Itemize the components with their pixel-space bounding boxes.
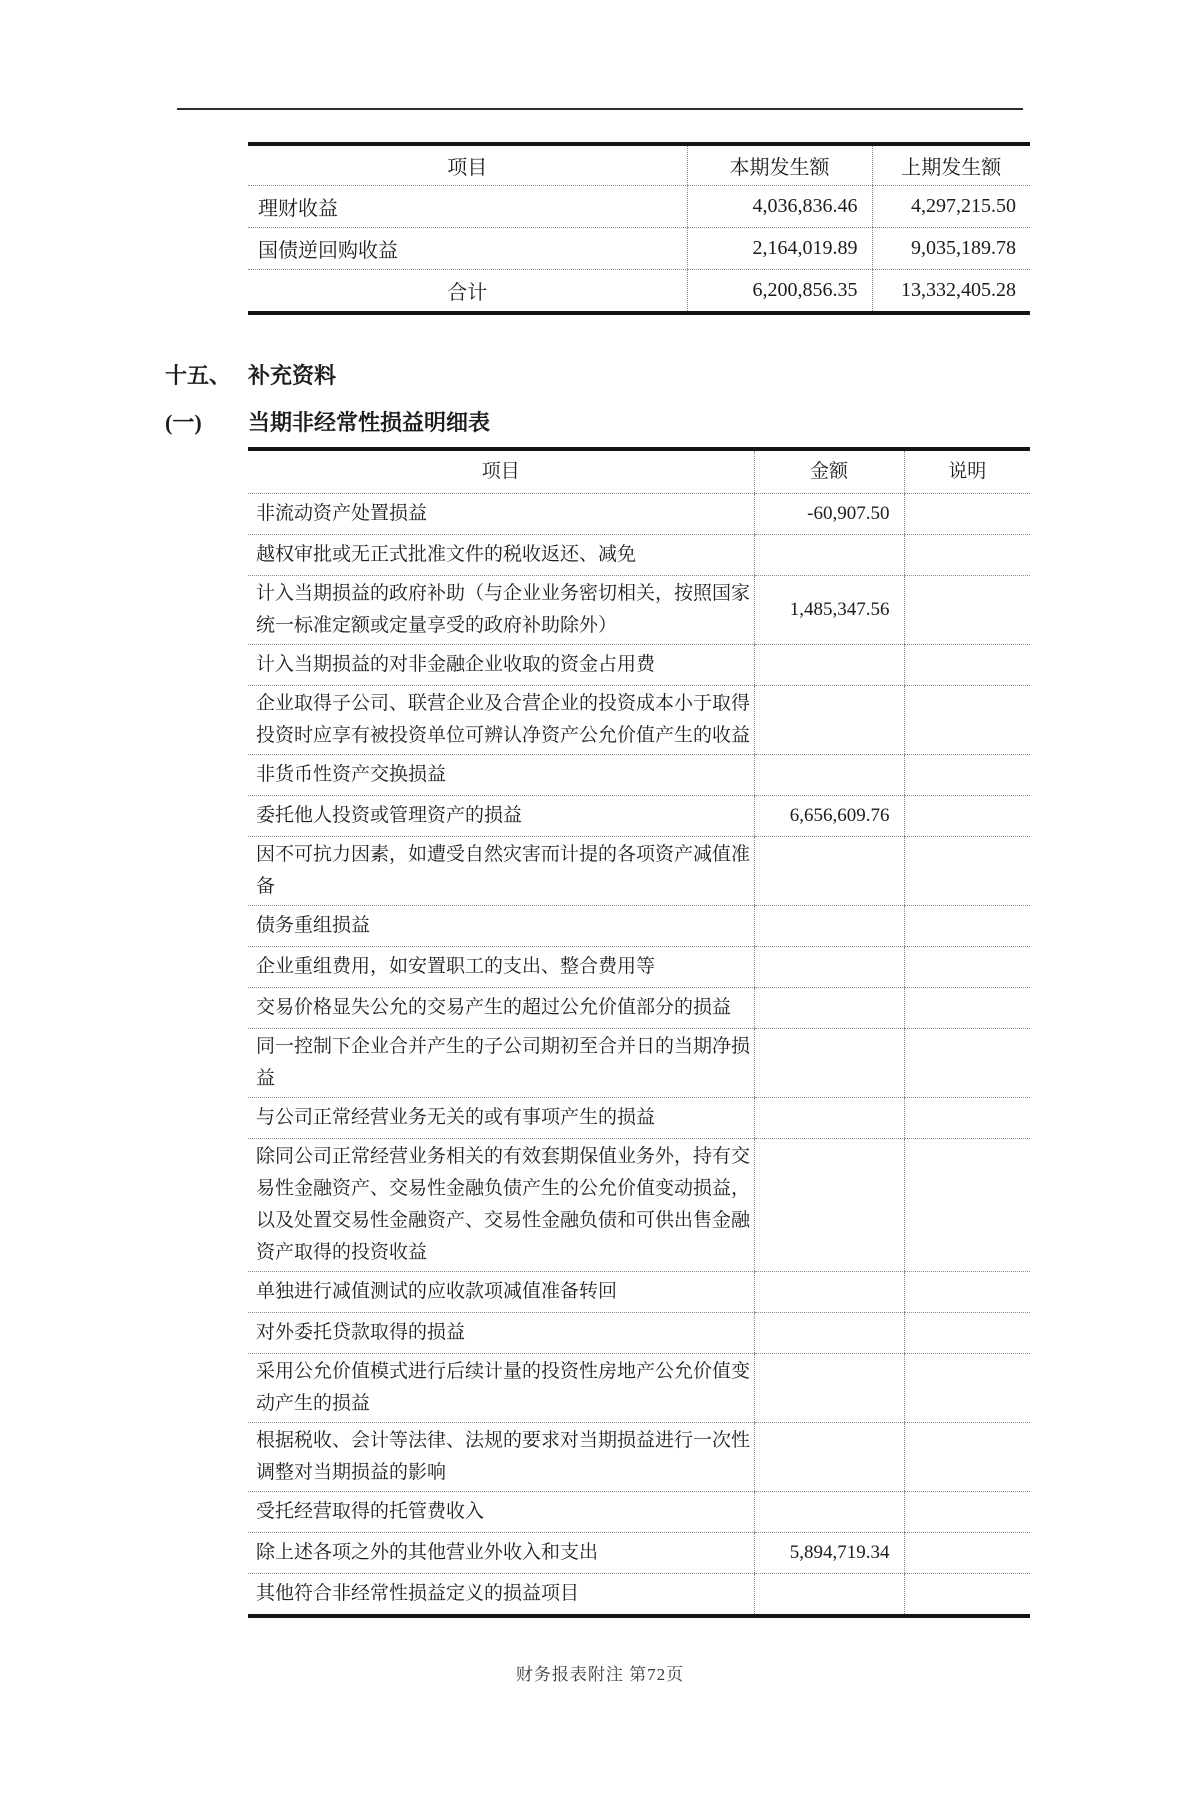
cell-note	[904, 1354, 1030, 1423]
cell-item: 与公司正常经营业务无关的或有事项产生的损益	[248, 1098, 754, 1139]
cell-item: 理财收益	[248, 186, 687, 228]
section-title: 补充资料	[248, 363, 337, 388]
cell-amount: 5,894,719.34	[754, 1533, 904, 1574]
total-prior-period: 13,332,405.28	[872, 270, 1030, 314]
column-header-amount: 金额	[754, 449, 904, 494]
cell-amount	[754, 645, 904, 686]
cell-note	[904, 535, 1030, 576]
cell-item: 债务重组损益	[248, 906, 754, 947]
cell-note	[904, 494, 1030, 535]
cell-note	[904, 1533, 1030, 1574]
table-row	[248, 576, 1030, 645]
cell-item: 同一控制下企业合并产生的子公司期初至合并日的当期净损益	[248, 1029, 754, 1098]
cell-item: 委托他人投资或管理资产的损益	[248, 796, 754, 837]
cell-item: 交易价格显失公允的交易产生的超过公允价值部分的损益	[248, 988, 754, 1029]
cell-item: 其他符合非经常性损益定义的损益项目	[248, 1574, 754, 1617]
cell-item: 单独进行减值测试的应收款项减值准备转回	[248, 1272, 754, 1313]
cell-amount	[754, 988, 904, 1029]
cell-amount	[754, 755, 904, 796]
cell-item: 除同公司正常经营业务相关的有效套期保值业务外，持有交易性金融资产、交易性金融负债产生的公允价值变动损益，以及处置交易性金融资产、交易性金融负债和可供出售金融资产取得的投资收益	[248, 1139, 754, 1272]
table-row	[248, 755, 1030, 796]
cell-amount: 6,656,609.76	[754, 796, 904, 837]
table-row	[248, 494, 1030, 535]
cell-amount: 1,485,347.56	[754, 576, 904, 645]
cell-note	[904, 947, 1030, 988]
cell-note	[904, 1492, 1030, 1533]
page-footer: 财务报表附注 第72页	[515, 1665, 685, 1684]
cell-note	[904, 906, 1030, 947]
table-row	[248, 988, 1030, 1029]
cell-item: 非流动资产处置损益	[248, 494, 754, 535]
cell-note	[904, 837, 1030, 906]
cell-note	[904, 686, 1030, 755]
cell-amount	[754, 837, 904, 906]
cell-item: 企业重组费用，如安置职工的支出、整合费用等	[248, 947, 754, 988]
document-page	[0, 108, 1200, 1684]
cell-item: 因不可抗力因素，如遭受自然灾害而计提的各项资产减值准备	[248, 837, 754, 906]
cell-amount	[754, 686, 904, 755]
column-header-item: 项目	[248, 144, 687, 186]
table-row	[248, 186, 1030, 228]
cell-amount	[754, 947, 904, 988]
income-summary-table	[248, 142, 1030, 315]
cell-note	[904, 576, 1030, 645]
cell-amount	[754, 1492, 904, 1533]
cell-item: 除上述各项之外的其他营业外收入和支出	[248, 1533, 754, 1574]
cell-current: 4,036,836.46	[687, 186, 872, 228]
table-row	[248, 686, 1030, 755]
cell-note	[904, 645, 1030, 686]
cell-note	[904, 988, 1030, 1029]
total-label: 合计	[248, 270, 687, 314]
cell-item: 计入当期损益的对非金融企业收取的资金占用费	[248, 645, 754, 686]
table-row	[248, 1029, 1030, 1098]
cell-amount	[754, 1574, 904, 1617]
cell-item: 国债逆回购收益	[248, 228, 687, 270]
cell-note	[904, 1423, 1030, 1492]
cell-note	[904, 755, 1030, 796]
cell-current: 2,164,019.89	[687, 228, 872, 270]
subsection-number: (一)	[165, 410, 202, 435]
cell-item: 采用公允价值模式进行后续计量的投资性房地产公允价值变动产生的损益	[248, 1354, 754, 1423]
cell-note	[904, 1098, 1030, 1139]
cell-prior: 9,035,189.78	[872, 228, 1030, 270]
cell-item: 计入当期损益的政府补助（与企业业务密切相关，按照国家统一标准定额或定量享受的政府补助除外）	[248, 576, 754, 645]
table-row	[248, 1139, 1030, 1272]
cell-note	[904, 1029, 1030, 1098]
table-header-row	[248, 449, 1030, 494]
cell-amount	[754, 535, 904, 576]
cell-amount	[754, 1354, 904, 1423]
cell-note	[904, 1139, 1030, 1272]
nonrecurring-items-table	[248, 447, 1030, 1618]
cell-amount: -60,907.50	[754, 494, 904, 535]
cell-prior: 4,297,215.50	[872, 186, 1030, 228]
cell-amount	[754, 906, 904, 947]
table-row	[248, 1574, 1030, 1617]
table-row	[248, 1533, 1030, 1574]
cell-note	[904, 1313, 1030, 1354]
subsection-heading-nonrecurring	[165, 408, 1200, 438]
cell-amount	[754, 1423, 904, 1492]
cell-item: 企业取得子公司、联营企业及合营企业的投资成本小于取得投资时应享有被投资单位可辨认净资产公允价值产生的收益	[248, 686, 754, 755]
table-row	[248, 1423, 1030, 1492]
cell-amount	[754, 1098, 904, 1139]
subsection-title: 当期非经常性损益明细表	[248, 410, 491, 435]
cell-item: 对外委托贷款取得的损益	[248, 1313, 754, 1354]
cell-item: 非货币性资产交换损益	[248, 755, 754, 796]
section-heading-supplement	[165, 361, 1200, 391]
table-row	[248, 535, 1030, 576]
table-row	[248, 1272, 1030, 1313]
cell-amount	[754, 1139, 904, 1272]
cell-item: 受托经营取得的托管费收入	[248, 1492, 754, 1533]
table-row	[248, 796, 1030, 837]
cell-amount	[754, 1029, 904, 1098]
total-current-period: 6,200,856.35	[687, 270, 872, 314]
cell-amount	[754, 1272, 904, 1313]
table-row	[248, 906, 1030, 947]
cell-amount	[754, 1313, 904, 1354]
column-header-item: 项目	[248, 449, 754, 494]
column-header-prior-period: 上期发生额	[872, 144, 1030, 186]
column-header-note: 说明	[904, 449, 1030, 494]
cell-item: 越权审批或无正式批准文件的税收返还、减免	[248, 535, 754, 576]
table-row	[248, 228, 1030, 270]
column-header-current-period: 本期发生额	[687, 144, 872, 186]
table-row	[248, 1313, 1030, 1354]
cell-note	[904, 1574, 1030, 1617]
page-top-rule	[177, 108, 1023, 110]
cell-note	[904, 1272, 1030, 1313]
section-number: 十五、	[165, 363, 232, 388]
table-row	[248, 1098, 1030, 1139]
table-row	[248, 1492, 1030, 1533]
table-header-row	[248, 144, 1030, 186]
table-row	[248, 837, 1030, 906]
table-row	[248, 1354, 1030, 1423]
table-row	[248, 645, 1030, 686]
cell-note	[904, 796, 1030, 837]
cell-item: 根据税收、会计等法律、法规的要求对当期损益进行一次性调整对当期损益的影响	[248, 1423, 754, 1492]
table-row	[248, 947, 1030, 988]
total-row	[248, 270, 1030, 314]
